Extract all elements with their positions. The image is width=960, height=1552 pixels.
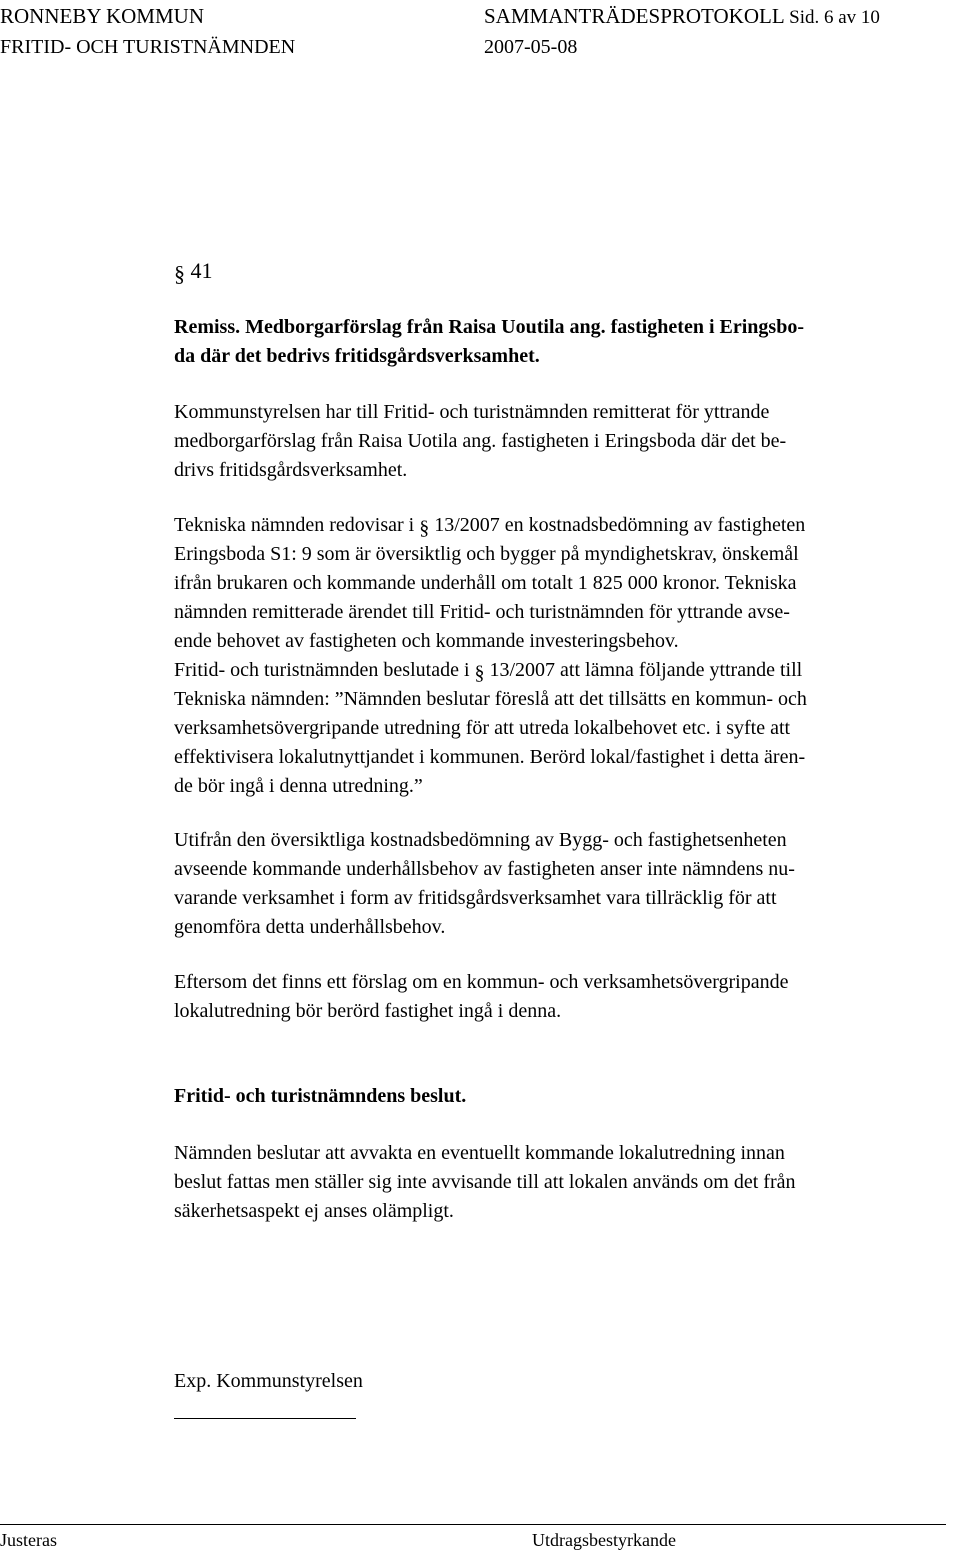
section-number (174, 258, 213, 284)
text-line: lokalutredning bör berörd fastighet ingå i denna. (174, 1000, 562, 1022)
paragraph-conclusion (174, 826, 956, 942)
doc-type: SAMMANTRÄDESPROTOKOLL (484, 4, 784, 28)
paragraph-sign: § (419, 517, 430, 539)
text-line: Kommunstyrelsen har till Fritid- och turistnämnden remitterat för yttrande (174, 401, 770, 423)
paragraph-referral (174, 398, 956, 485)
text-line: drivs fritidsgårdsverksamhet. (174, 459, 408, 481)
text-line: de bör ingå i denna utredning.” (174, 775, 423, 797)
signature-line (174, 1418, 356, 1419)
paragraph-assessment (174, 511, 956, 801)
text-segment: 13/2007 en kostnadsbedömning av fastigheten (434, 514, 806, 536)
text-line: effektivisera lokalutnyttjandet i kommunen. Berörd lokal/fastighet i detta ären- (174, 746, 806, 768)
footer-justeras: Justeras (0, 1530, 57, 1550)
text-line: Nämnden beslutar att avvakta en eventuellt kommande lokalutredning innan (174, 1142, 785, 1164)
footer-utdragsbestyrkande: Utdragsbestyrkande (532, 1530, 676, 1550)
text-line: Eringsboda S1: 9 som är översiktlig och bygger på myndighetskrav, önskemål (174, 543, 799, 565)
title-line: da där det bedrivs fritidsgårdsverksamhet. (174, 345, 540, 367)
text-line: verksamhetsövergripande utredning för att utreda lokalbehovet etc. i syfte att (174, 717, 791, 739)
text-line: säkerhetsaspekt ej anses olämpligt. (174, 1200, 454, 1222)
decision-text (174, 1139, 956, 1226)
text-line: medborgarförslag från Raisa Uotila ang. fastigheten i Eringsboda där det be- (174, 430, 787, 452)
text-line: ifrån brukaren och kommande underhåll om totalt 1 825 000 kronor. Tekniska (174, 572, 797, 594)
text-segment: 13/2007 att lämna följande yttrande till (489, 659, 803, 681)
section-number-value: 41 (190, 258, 213, 283)
text-line: Eftersom det finns ett förslag om en kommun- och verksamhetsövergripande (174, 971, 789, 993)
paragraph-sign: § (474, 662, 485, 684)
text-line: nämnden remitterade ärendet till Fritid- och turistnämnden för yttrande avse- (174, 601, 790, 623)
text-line: avseende kommande underhållsbehov av fastigheten anser inte nämndens nu- (174, 858, 795, 880)
section-title (174, 313, 956, 371)
protocol-title (484, 4, 880, 29)
text-line: genomföra detta underhållsbehov. (174, 916, 446, 938)
text-line (174, 656, 956, 685)
text-segment: Fritid- och turistnämnden beslutade i (174, 659, 470, 681)
meeting-date: 2007-05-08 (484, 36, 578, 58)
text-line: ende behovet av fastigheten och kommande investeringsbehov. (174, 630, 679, 652)
text-segment: Tekniska nämnden redovisar i (174, 514, 415, 536)
committee-name: FRITID- OCH TURISTNÄMNDEN (0, 36, 296, 58)
title-line: Remiss. Medborgarförslag från Raisa Uoutila ang. fastigheten i Eringsbo- (174, 316, 804, 338)
text-line: Tekniska nämnden: ”Nämnden beslutar föreslå att det tillsätts en kommun- och (174, 688, 807, 710)
paragraph-sign: § (174, 261, 185, 286)
text-line: Utifrån den översiktliga kostnadsbedömning av Bygg- och fastighetsenheten (174, 829, 787, 851)
text-line: beslut fattas men ställer sig inte avvisande till att lokalen används om det från (174, 1171, 796, 1193)
distribution-list: Exp. Kommunstyrelsen (174, 1370, 363, 1392)
text-line: varande verksamhet i form av fritidsgårdsverksamhet vara tillräcklig för att (174, 887, 777, 909)
decision-heading: Fritid- och turistnämndens beslut. (174, 1085, 467, 1107)
footer-divider (0, 1524, 946, 1525)
page-number: Sid. 6 av 10 (789, 7, 880, 28)
paragraph-proposal (174, 968, 956, 1026)
municipality-name: RONNEBY KOMMUN (0, 4, 204, 28)
text-line (174, 511, 956, 540)
